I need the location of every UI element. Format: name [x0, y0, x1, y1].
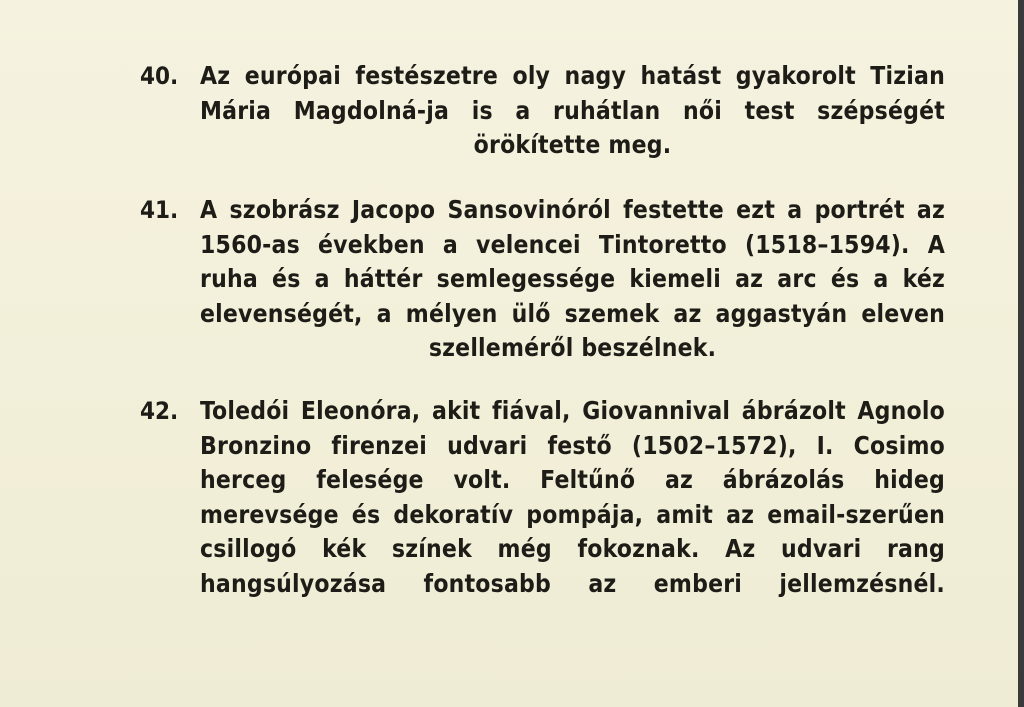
entry-number: 42.	[140, 397, 179, 425]
entry-text: Toledói Eleonóra, akit fiával, Giovannival ábrázolt Agnolo Bronzino firenzei udvari festő (1502–1572), I. Cosimo herceg felesége volt. Feltűnő az ábrázolás hideg merevsége és dekoratív pompája, amit az email-szerűen csillogó kék színek még fokoznak. Az udvari rang hangsúlyozása fontosabb az emberi jellemzésnél.	[200, 396, 945, 598]
page-edge-divider	[1018, 0, 1024, 707]
entry-text: Az európai festészetre oly nagy hatást gyakorolt Tizian Mária Magdolná-ja is a ruhátlan női test szépségét örökítette meg.	[200, 61, 945, 159]
entry-text: A szobrász Jacopo Sansovinóról festette ezt a portrét az 1560-as években a velencei Tintoretto (1518–1594). A ruha és a háttér semlegessége kiemeli az arc és a kéz elevenségét, a mélyen ülő szemek az aggastyán eleven szelleméről beszélnek.	[200, 195, 945, 362]
entry-number: 40.	[140, 62, 179, 90]
entry-number: 41.	[140, 196, 179, 224]
